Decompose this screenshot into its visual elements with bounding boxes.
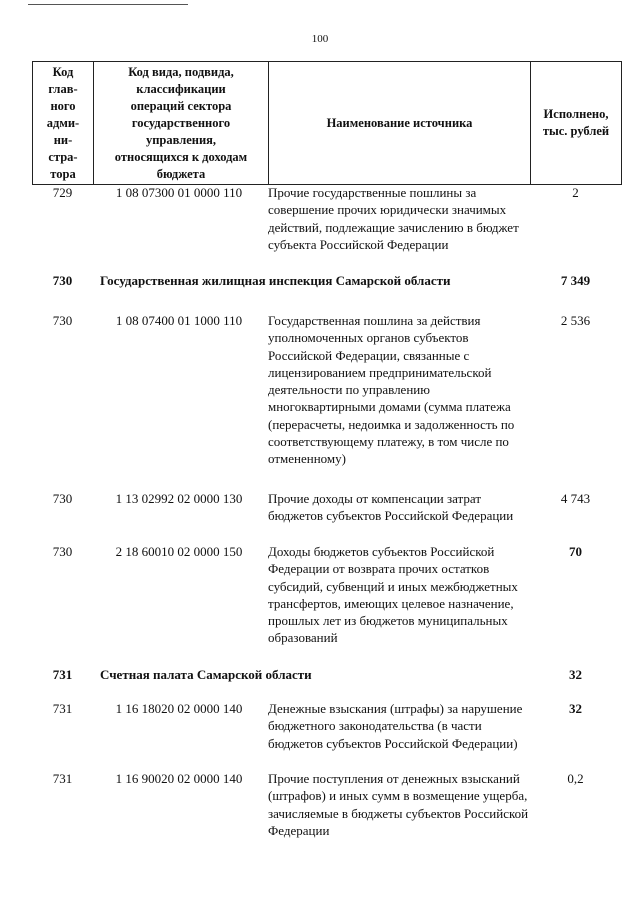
row-source-name: Государственная пошлина за действия уполномоченных органов субъектов Российской Федерации, связанные с лицензированием предпринимательской деятельности по управлению многоквартирными домами (сумма платежа (перерасчеты, недоимка и задолженность по соответствующему платежу, в том числе по отмененному) — [268, 313, 515, 467]
row-source-name: Прочие доходы от компенсации затрат бюджетов субъектов Российской Федерации — [268, 491, 514, 524]
row-admin-code: 731 — [52, 701, 73, 716]
group-executed-value: 32 — [569, 667, 582, 682]
header-executed-text: Исполнено, тыс. рублей — [542, 107, 610, 138]
row-classification-code: 1 16 18020 02 0000 140 — [115, 701, 243, 716]
row-admin-code: 731 — [52, 771, 73, 786]
row-classification-code: 1 13 02992 02 0000 130 — [115, 491, 243, 506]
row-admin-code: 730 — [52, 313, 73, 328]
row-classification-code: 1 08 07300 01 0000 110 — [115, 185, 243, 200]
row-executed-value: 70 — [569, 544, 582, 559]
row-source-name: Прочие государственные пошлины за совершение прочих юридически значимых действий, подлежащие зачислению в бюджет субъекта Российской Федерации — [268, 185, 519, 252]
group-admin-code: 731 — [52, 667, 73, 682]
row-executed-value: 0,2 — [567, 771, 584, 786]
row-source-name: Доходы бюджетов субъектов Российской Федерации от возврата прочих остатков субсидий, субвенций и иных межбюджетных трансфертов, имеющих целевое назначение, прошлых лет из бюджетов муниципальных образований — [268, 544, 518, 646]
group-name: Государственная жилищная инспекция Самарской области — [100, 273, 451, 288]
row-classification-code: 2 18 60010 02 0000 150 — [115, 544, 243, 559]
group-admin-code: 730 — [52, 273, 73, 288]
page-number: 100 — [311, 33, 329, 45]
row-source-name: Денежные взыскания (штрафы) за нарушение бюджетного законодательства (в части бюджетов субъектов Российской Федерации) — [268, 701, 523, 751]
row-executed-value: 2 536 — [560, 313, 591, 328]
header-admin-code — [33, 62, 94, 185]
header-admin-code-text: Код глав-ного адми-ни-стра-тора — [46, 64, 80, 181]
header-classification-code-text: Код вида, подвида, классификации операций сектора государственного управления, относящихся к доходам бюджета — [114, 64, 248, 181]
header-classification-code — [94, 62, 269, 185]
row-executed-value: 32 — [569, 701, 582, 716]
row-admin-code: 729 — [52, 185, 73, 200]
group-executed-value: 7 349 — [560, 273, 591, 288]
header-source-name: Наименование источника — [269, 62, 531, 185]
row-classification-code: 1 16 90020 02 0000 140 — [115, 771, 243, 786]
row-executed-value: 2 — [572, 185, 579, 200]
table-header — [32, 61, 622, 185]
row-admin-code: 730 — [52, 544, 73, 559]
row-classification-code: 1 08 07400 01 1000 110 — [115, 313, 243, 328]
row-admin-code: 730 — [52, 491, 73, 506]
row-executed-value: 4 743 — [560, 491, 591, 506]
group-name: Счетная палата Самарской области — [100, 667, 312, 682]
header-executed — [531, 62, 622, 185]
scan-mark — [28, 4, 188, 5]
row-source-name: Прочие поступления от денежных взысканий (штрафов) и иных сумм в возмещение ущерба, зачисляемые в бюджеты субъектов Российской Федерации — [268, 771, 529, 838]
